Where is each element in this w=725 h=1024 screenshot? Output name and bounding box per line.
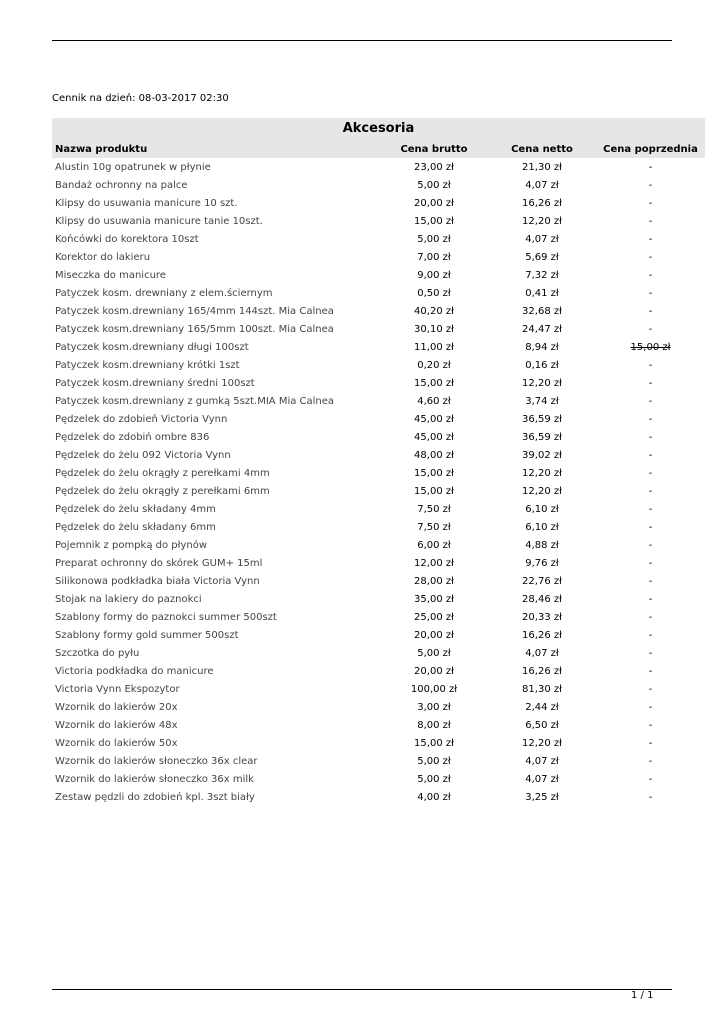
product-name-cell: Pędzelek do żelu składany 6mm (55, 521, 216, 533)
product-name-cell: Wzornik do lakierów 50x (55, 737, 178, 749)
product-name-cell: Zestaw pędzli do zdobień kpl. 3szt biały (55, 791, 255, 803)
table-row (52, 482, 705, 500)
price-brutto-cell: 6,00 zł (417, 539, 451, 551)
product-name-cell: Wzornik do lakierów 48x (55, 719, 178, 731)
table-row (52, 338, 705, 356)
column-header-brutto: Cena brutto (380, 140, 488, 158)
price-brutto-cell: 5,00 zł (417, 233, 451, 245)
page-number: 1 / 1 (631, 990, 654, 1001)
price-netto-cell: 4,07 zł (525, 647, 559, 659)
table-row (52, 356, 705, 374)
table-row (52, 590, 705, 608)
product-name-cell: Patyczek kosm.drewniany 165/5mm 100szt. Mia Calnea (55, 323, 334, 335)
price-brutto-cell: 30,10 zł (414, 323, 454, 335)
price-table-section (52, 118, 705, 806)
table-row (52, 446, 705, 464)
product-name-cell: Pojemnik z pompką do płynów (55, 539, 208, 551)
price-previous-cell: - (648, 179, 653, 191)
price-brutto-cell: 48,00 zł (414, 449, 454, 461)
price-previous-cell: - (648, 161, 653, 173)
price-previous-cell: - (648, 611, 653, 623)
column-header-name: Nazwa produktu (52, 140, 380, 158)
price-brutto-cell: 7,50 zł (417, 521, 451, 533)
price-netto-cell: 12,20 zł (522, 467, 562, 479)
price-previous-cell: - (648, 557, 653, 569)
table-row (52, 392, 705, 410)
price-previous-cell: - (648, 305, 653, 317)
price-previous-cell: - (648, 683, 653, 695)
price-netto-cell: 16,26 zł (522, 197, 562, 209)
price-netto-cell: 12,20 zł (522, 737, 562, 749)
product-name-cell: Patyczek kosm.drewniany 165/4mm 144szt. Mia Calnea (55, 305, 334, 317)
table-row (52, 194, 705, 212)
price-brutto-cell: 0,20 zł (417, 359, 451, 371)
product-name-cell: Preparat ochronny do skórek GUM+ 15ml (55, 557, 263, 569)
top-rule (52, 40, 672, 41)
price-previous-cell: - (648, 629, 653, 641)
price-netto-cell: 0,16 zł (525, 359, 559, 371)
price-netto-cell: 5,69 zł (525, 251, 559, 263)
price-netto-cell: 4,07 zł (525, 755, 559, 767)
price-previous-cell: - (648, 395, 653, 407)
product-name-cell: Stojak na lakiery do paznokci (55, 593, 202, 605)
price-previous-cell: - (648, 197, 653, 209)
price-netto-cell: 28,46 zł (522, 593, 562, 605)
product-name-cell: Patyczek kosm.drewniany długi 100szt (55, 341, 249, 353)
price-previous-cell: - (648, 215, 653, 227)
bottom-rule (52, 989, 672, 990)
price-netto-cell: 4,07 zł (525, 233, 559, 245)
table-row (52, 428, 705, 446)
price-brutto-cell: 0,50 zł (417, 287, 451, 299)
price-netto-cell: 6,10 zł (525, 503, 559, 515)
price-previous-cell: - (648, 413, 653, 425)
price-previous-cell: - (648, 287, 653, 299)
product-name-cell: Patyczek kosm.drewniany średni 100szt (55, 377, 255, 389)
price-previous-cell: - (648, 233, 653, 245)
table-row (52, 680, 705, 698)
table-row (52, 536, 705, 554)
price-previous-cell: - (648, 323, 653, 335)
price-netto-cell: 32,68 zł (522, 305, 562, 317)
product-name-cell: Końcówki do korektora 10szt (55, 233, 199, 245)
price-previous-cell: - (648, 269, 653, 281)
table-row (52, 662, 705, 680)
price-brutto-cell: 4,60 zł (417, 395, 451, 407)
price-netto-cell: 24,47 zł (522, 323, 562, 335)
table-row (52, 698, 705, 716)
price-brutto-cell: 40,20 zł (414, 305, 454, 317)
product-name-cell: Silikonowa podkładka biała Victoria Vynn (55, 575, 260, 587)
product-name-cell: Klipsy do usuwania manicure 10 szt. (55, 197, 238, 209)
price-netto-cell: 0,41 zł (525, 287, 559, 299)
price-previous-cell: - (648, 485, 653, 497)
price-previous-cell: - (648, 503, 653, 515)
table-row (52, 752, 705, 770)
product-name-cell: Victoria Vynn Ekspozytor (55, 683, 180, 695)
price-brutto-cell: 15,00 zł (414, 485, 454, 497)
table-row (52, 212, 705, 230)
price-brutto-cell: 5,00 zł (417, 773, 451, 785)
price-netto-cell: 12,20 zł (522, 215, 562, 227)
price-previous-cell: - (648, 251, 653, 263)
price-brutto-cell: 5,00 zł (417, 647, 451, 659)
price-brutto-cell: 20,00 zł (414, 665, 454, 677)
product-name-cell: Szablony formy gold summer 500szt (55, 629, 239, 641)
price-previous-cell: - (648, 377, 653, 389)
price-previous-cell: - (648, 449, 653, 461)
table-header-row (52, 140, 705, 158)
price-netto-cell: 16,26 zł (522, 629, 562, 641)
price-netto-cell: 8,94 zł (525, 341, 559, 353)
table-row (52, 572, 705, 590)
table-row (52, 302, 705, 320)
table-row (52, 320, 705, 338)
price-netto-cell: 4,88 zł (525, 539, 559, 551)
price-netto-cell: 3,25 zł (525, 791, 559, 803)
product-name-cell: Pędzelek do żelu składany 4mm (55, 503, 216, 515)
price-brutto-cell: 12,00 zł (414, 557, 454, 569)
price-netto-cell: 3,74 zł (525, 395, 559, 407)
price-brutto-cell: 45,00 zł (414, 413, 454, 425)
price-netto-cell: 7,32 zł (525, 269, 559, 281)
product-name-cell: Alustin 10g opatrunek w płynie (55, 161, 211, 173)
column-header-previous: Cena poprzednia (596, 140, 705, 158)
product-name-cell: Patyczek kosm.drewniany krótki 1szt (55, 359, 240, 371)
price-list-date: Cennik na dzień: 08-03-2017 02:30 (52, 93, 229, 104)
price-brutto-cell: 20,00 zł (414, 629, 454, 641)
price-brutto-cell: 11,00 zł (414, 341, 454, 353)
price-previous-cell: - (648, 521, 653, 533)
price-netto-cell: 6,10 zł (525, 521, 559, 533)
product-name-cell: Bandaż ochronny na palce (55, 179, 188, 191)
price-previous-cell: - (648, 593, 653, 605)
table-row (52, 770, 705, 788)
product-name-cell: Pędzelek do żelu 092 Victoria Vynn (55, 449, 231, 461)
price-netto-cell: 12,20 zł (522, 377, 562, 389)
price-netto-cell: 81,30 zł (522, 683, 562, 695)
price-previous-cell: - (648, 431, 653, 443)
price-netto-cell: 36,59 zł (522, 413, 562, 425)
price-previous-cell: - (648, 773, 653, 785)
table-row (52, 410, 705, 428)
product-name-cell: Wzornik do lakierów 20x (55, 701, 178, 713)
table-row (52, 734, 705, 752)
price-brutto-cell: 5,00 zł (417, 179, 451, 191)
price-previous-cell: - (648, 647, 653, 659)
price-brutto-cell: 23,00 zł (414, 161, 454, 173)
table-row (52, 500, 705, 518)
product-name-cell: Wzornik do lakierów słoneczko 36x milk (55, 773, 254, 785)
price-brutto-cell: 7,50 zł (417, 503, 451, 515)
price-brutto-cell: 25,00 zł (414, 611, 454, 623)
price-brutto-cell: 8,00 zł (417, 719, 451, 731)
table-row (52, 158, 705, 176)
table-row (52, 608, 705, 626)
price-brutto-cell: 5,00 zł (417, 755, 451, 767)
price-previous-cell: - (648, 719, 653, 731)
price-netto-cell: 16,26 zł (522, 665, 562, 677)
price-netto-cell: 6,50 zł (525, 719, 559, 731)
price-previous-cell: - (648, 737, 653, 749)
table-row (52, 248, 705, 266)
price-brutto-cell: 20,00 zł (414, 197, 454, 209)
product-name-cell: Wzornik do lakierów słoneczko 36x clear (55, 755, 258, 767)
price-netto-cell: 2,44 zł (525, 701, 559, 713)
price-brutto-cell: 35,00 zł (414, 593, 454, 605)
price-brutto-cell: 45,00 zł (414, 431, 454, 443)
price-netto-cell: 4,07 zł (525, 773, 559, 785)
price-brutto-cell: 100,00 zł (410, 683, 458, 695)
price-brutto-cell: 3,00 zł (417, 701, 451, 713)
price-brutto-cell: 15,00 zł (414, 467, 454, 479)
product-name-cell: Pędzelek do żelu okrągły z perełkami 4mm (55, 467, 270, 479)
price-brutto-cell: 15,00 zł (414, 737, 454, 749)
price-brutto-cell: 15,00 zł (414, 215, 454, 227)
table-row (52, 554, 705, 572)
price-previous-cell: 15,00 zł (630, 341, 671, 353)
table-row (52, 626, 705, 644)
price-previous-cell: - (648, 467, 653, 479)
table-row (52, 374, 705, 392)
price-brutto-cell: 4,00 zł (417, 791, 451, 803)
price-brutto-cell: 28,00 zł (414, 575, 454, 587)
price-netto-cell: 20,33 zł (522, 611, 562, 623)
product-name-cell: Patyczek kosm. drewniany z elem.ściernym (55, 287, 273, 299)
table-row (52, 176, 705, 194)
price-brutto-cell: 9,00 zł (417, 269, 451, 281)
price-previous-cell: - (648, 791, 653, 803)
table-row (52, 266, 705, 284)
product-name-cell: Pędzelek do zdobiń ombre 836 (55, 431, 210, 443)
price-table (52, 140, 705, 806)
product-name-cell: Victoria podkładka do manicure (55, 665, 214, 677)
price-netto-cell: 21,30 zł (522, 161, 562, 173)
price-previous-cell: - (648, 665, 653, 677)
price-netto-cell: 39,02 zł (522, 449, 562, 461)
price-previous-cell: - (648, 701, 653, 713)
price-brutto-cell: 15,00 zł (414, 377, 454, 389)
product-name-cell: Szablony formy do paznokci summer 500szt (55, 611, 277, 623)
price-netto-cell: 9,76 zł (525, 557, 559, 569)
product-name-cell: Miseczka do manicure (55, 269, 166, 281)
price-netto-cell: 36,59 zł (522, 431, 562, 443)
column-header-netto: Cena netto (488, 140, 596, 158)
section-title: Akcesoria (52, 118, 705, 140)
product-name-cell: Patyczek kosm.drewniany z gumką 5szt.MIA Mia Calnea (55, 395, 335, 407)
price-previous-cell: - (648, 755, 653, 767)
price-brutto-cell: 7,00 zł (417, 251, 451, 263)
price-netto-cell: 22,76 zł (522, 575, 562, 587)
table-row (52, 284, 705, 302)
product-name-cell: Pędzelek do żelu okrągły z perełkami 6mm (55, 485, 270, 497)
table-row (52, 716, 705, 734)
table-row (52, 788, 705, 806)
table-row (52, 518, 705, 536)
product-name-cell: Korektor do lakieru (55, 251, 151, 263)
table-row (52, 464, 705, 482)
price-netto-cell: 12,20 zł (522, 485, 562, 497)
price-previous-cell: - (648, 359, 653, 371)
price-previous-cell: - (648, 539, 653, 551)
product-name-cell: Pędzelek do zdobień Victoria Vynn (55, 413, 228, 425)
price-netto-cell: 4,07 zł (525, 179, 559, 191)
price-previous-cell: - (648, 575, 653, 587)
product-name-cell: Klipsy do usuwania manicure tanie 10szt. (55, 215, 263, 227)
table-row (52, 644, 705, 662)
product-name-cell: Szczotka do pyłu (55, 647, 140, 659)
table-row (52, 230, 705, 248)
